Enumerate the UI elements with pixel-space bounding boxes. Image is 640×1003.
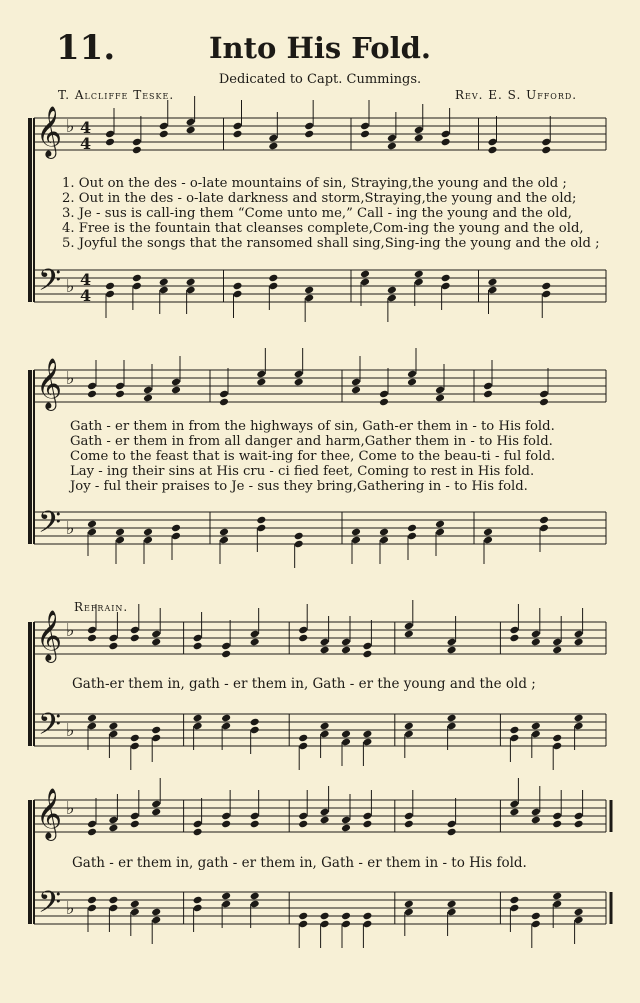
note-head [256,516,266,525]
note-head [341,912,351,921]
note-head [320,912,330,921]
bass-clef-icon: 𝄢 [38,886,62,927]
refrain-line-1: Gath-er them in, gath - er them in, Gath - er the young and the old ; [72,676,536,692]
dedication: Dedicated to Capt. Cummings. [218,72,422,87]
note-head [574,714,584,723]
verse-2-line-1: 2. Out in the des - o-late darkness and storm,Straying,the young and the old; [62,191,577,206]
verse-1-line-2: Gath - er them in from the highways of sin, Gath-er them in - to His fold. [70,419,555,434]
verse-3-line-2: Come to the feast that is wait-ing for thee, Come to the beau-ti - ful fold. [70,449,556,464]
note-head [441,274,451,283]
time-signature: 4 [80,118,92,137]
note-head [531,912,541,921]
note-head [447,900,457,909]
note-head [105,282,115,291]
note-head [407,524,417,533]
note-head [531,722,541,731]
refrain-label: Refrain. [74,600,129,614]
note-head [221,892,231,901]
note-head [320,722,330,731]
note-head [294,532,304,541]
note-head [171,524,181,533]
note-head [159,278,169,287]
note-head [387,286,397,295]
note-head [509,726,519,735]
note-head [404,900,414,909]
bass-clef-icon: 𝄢 [38,264,62,305]
note-head [509,896,519,905]
note-head [304,286,314,295]
note-head [362,730,372,739]
verse-5-line-2: Joy - ful their praises to Je - sus they bring,Gathering in - to His fold. [70,479,528,494]
hymn-number: 11. [56,28,116,68]
flat-sign-icon: ♭ [66,898,75,919]
note-head [130,900,140,909]
treble-clef-icon: 𝄞 [36,358,63,409]
note-head [351,528,361,537]
note-head [108,896,118,905]
note-head [108,722,118,731]
note-head [447,714,457,723]
note-head [143,528,153,537]
note-head [414,270,424,279]
note-head [221,714,231,723]
verse-5-line-1: 5. Joyful the songs that the ransomed shall sing,Sing-ing the young and the old ; [62,236,600,251]
svg-text:4: 4 [80,134,92,153]
flat-sign-icon: ♭ [66,720,75,741]
note-head [250,892,260,901]
verse-4-line-2: Lay - ing their sins at His cru - ci fied feet, Coming to rest in His fold. [70,464,535,479]
note-head [87,520,97,529]
note-head [379,528,389,537]
flat-sign-icon: ♭ [66,368,75,389]
note-head [574,908,584,917]
note-head [341,730,351,739]
note-head [132,274,142,283]
note-head [87,896,97,905]
note-head [232,282,242,291]
note-head [250,718,260,727]
author-credit: Rev. E. S. Ufford. [455,88,578,102]
hymn-title: Into His Fold. [208,31,432,65]
note-head [186,278,196,287]
svg-text:4: 4 [80,286,92,305]
note-head [130,734,140,743]
note-head [115,528,125,537]
flat-sign-icon: ♭ [66,276,75,297]
treble-clef-icon: 𝄞 [36,610,63,661]
treble-clef-icon: 𝄞 [36,106,63,157]
verse-4-line-1: 4. Free is the fountain that cleanses complete,Com-ing the young and the old, [62,221,584,236]
flat-sign-icon: ♭ [66,620,75,641]
flat-sign-icon: ♭ [66,798,75,819]
note-head [151,726,161,735]
note-head [193,896,203,905]
note-head [487,278,497,287]
note-head [362,912,372,921]
note-head [404,722,414,731]
note-head [541,282,551,291]
note-head [298,912,308,921]
note-head [360,270,370,279]
verse-1-line-1: 1. Out on the des - o-late mountains of sin, Straying,the young and the old ; [62,176,567,191]
flat-sign-icon: ♭ [66,116,75,137]
note-head [193,714,203,723]
verse-2-line-2: Gath - er them in from all danger and harm,Gather them in - to His fold. [70,434,553,449]
note-head [552,734,562,743]
note-head [539,516,549,525]
note-head [435,520,445,529]
note-head [298,734,308,743]
flat-sign-icon: ♭ [66,518,75,539]
refrain-line-2: Gath - er them in, gath - er them in, Gath - er them in - to His fold. [72,855,527,871]
note-head [151,908,161,917]
verse-3-line-1: 3. Je - sus is call-ing them “Come unto me,” Call - ing the young and the old, [62,206,572,221]
note-head [268,274,278,283]
time-signature: 4 [80,270,92,289]
note-head [552,892,562,901]
note-head [219,528,229,537]
bass-clef-icon: 𝄢 [38,708,62,749]
treble-clef-icon: 𝄞 [36,788,63,839]
note-head [87,714,97,723]
note-head [483,528,493,537]
bass-clef-icon: 𝄢 [38,506,62,547]
composer-credit: T. Alcliffe Teske. [58,88,175,102]
